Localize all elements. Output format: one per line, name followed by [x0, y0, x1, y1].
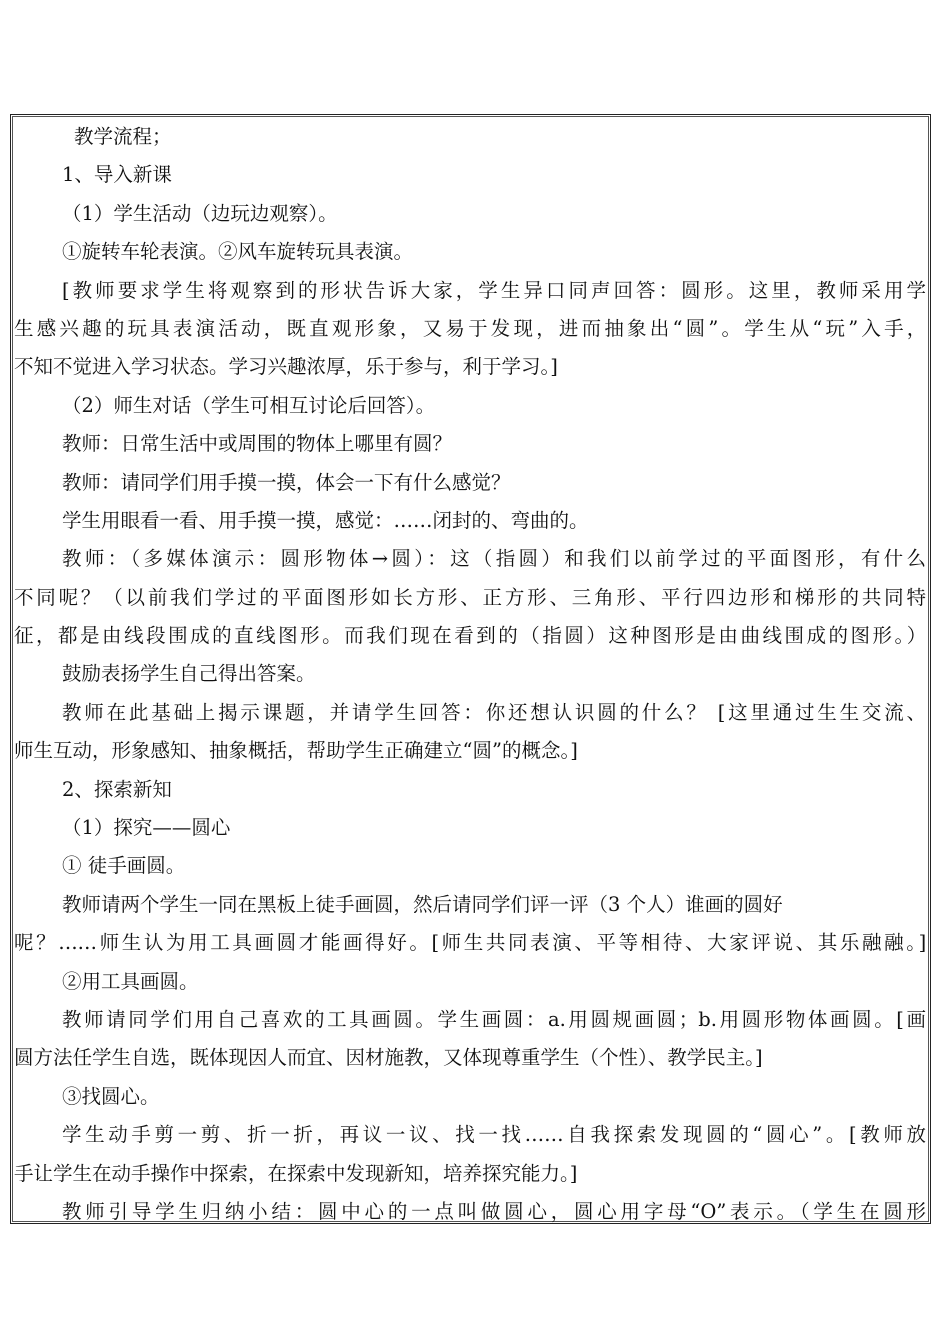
paragraph-line: ③找圆心。: [62, 1084, 160, 1108]
paragraph-line: 不同呢？（以前我们学过的平面图形如长方形、正方形、三角形、平行四边形和梯形的共同特: [14, 585, 926, 609]
subsection-title: （1）学生活动（边玩边观察）。: [62, 201, 338, 225]
paragraph-line: 教师引导学生归纳小结：圆中心的一点叫做圆心，圆心用字母“O”表示。（学生在圆形: [62, 1199, 926, 1223]
paragraph-line: 不知不觉进入学习状态。学习兴趣浓厚，乐于参与，利于学习。]: [14, 355, 558, 379]
paragraph-line: 圆方法任学生自选，既体现因人而宜、因材施教，又体现尊重学生（个性）、教学民主。]: [14, 1046, 763, 1070]
subsection-title: （2）师生对话（学生可相互讨论后回答）。: [62, 393, 436, 417]
paragraph-line: 教师请两个学生一同在黑板上徒手画圆，然后请同学们评一评（3 个人）谁画的圆好: [62, 892, 783, 916]
section-title: 1、导入新课: [62, 163, 172, 187]
paragraph-line: 教师：日常生活中或周围的物体上哪里有圆？: [62, 432, 453, 456]
paragraph-line: ②用工具画圆。: [62, 969, 199, 993]
paragraph-line: ① 徒手画圆。: [62, 854, 186, 878]
paragraph-line: 教师：请同学们用手摸一摸，体会一下有什么感觉？: [62, 470, 511, 494]
paragraph-line: 教师：（多媒体演示：圆形物体→圆）：这（指圆）和我们以前学过的平面图形，有什么: [62, 547, 926, 571]
paragraph-line: ①旋转车轮表演。②风车旋转玩具表演。: [62, 240, 414, 264]
paragraph-line: 师生互动，形象感知、抽象概括，帮助学生正确建立“圆”的概念。]: [14, 739, 578, 763]
section-heading: 教学流程；: [74, 125, 172, 148]
paragraph-line: 学生用眼看一看、用手摸一摸，感觉：……闭封的、弯曲的。: [62, 508, 589, 532]
subsection-title: （1）探究——圆心: [62, 816, 231, 840]
paragraph-line: 征，都是由线段围成的直线图形。而我们现在看到的（指圆）这种图形是由曲线围成的图形。）: [14, 624, 926, 648]
paragraph-line: 生感兴趣的玩具表演活动，既直观形象，又易于发现，进而抽象出“圆”。学生从“玩”入手，: [14, 316, 926, 340]
paragraph-line: 教师请同学们用自己喜欢的工具画圆。学生画圆：a.用圆规画圆；b.用圆形物体画圆。[画: [62, 1007, 926, 1031]
section-title: 2、探索新知: [62, 777, 172, 801]
lesson-plan-body: [14, 118, 926, 1231]
paragraph-line: 教师在此基础上揭示课题，并请学生回答：你还想认识圆的什么？ [这里通过生生交流、: [62, 700, 926, 724]
paragraph-line: 手让学生在动手操作中探索，在探索中发现新知，培养探究能力。]: [14, 1161, 578, 1185]
paragraph-line: 学生动手剪一剪、折一折，再议一议、找一找……自我探索发现圆的“圆心”。[教师放: [62, 1123, 926, 1147]
paragraph-line: 呢？……师生认为用工具画圆才能画得好。[师生共同表演、平等相待、大家评说、其乐融融。]: [14, 931, 926, 955]
paragraph-line: 鼓励表扬学生自己得出答案。: [62, 662, 316, 686]
paragraph-line: [教师要求学生将观察到的形状告诉大家，学生异口同声回答：圆形。这里，教师采用学: [62, 278, 926, 302]
